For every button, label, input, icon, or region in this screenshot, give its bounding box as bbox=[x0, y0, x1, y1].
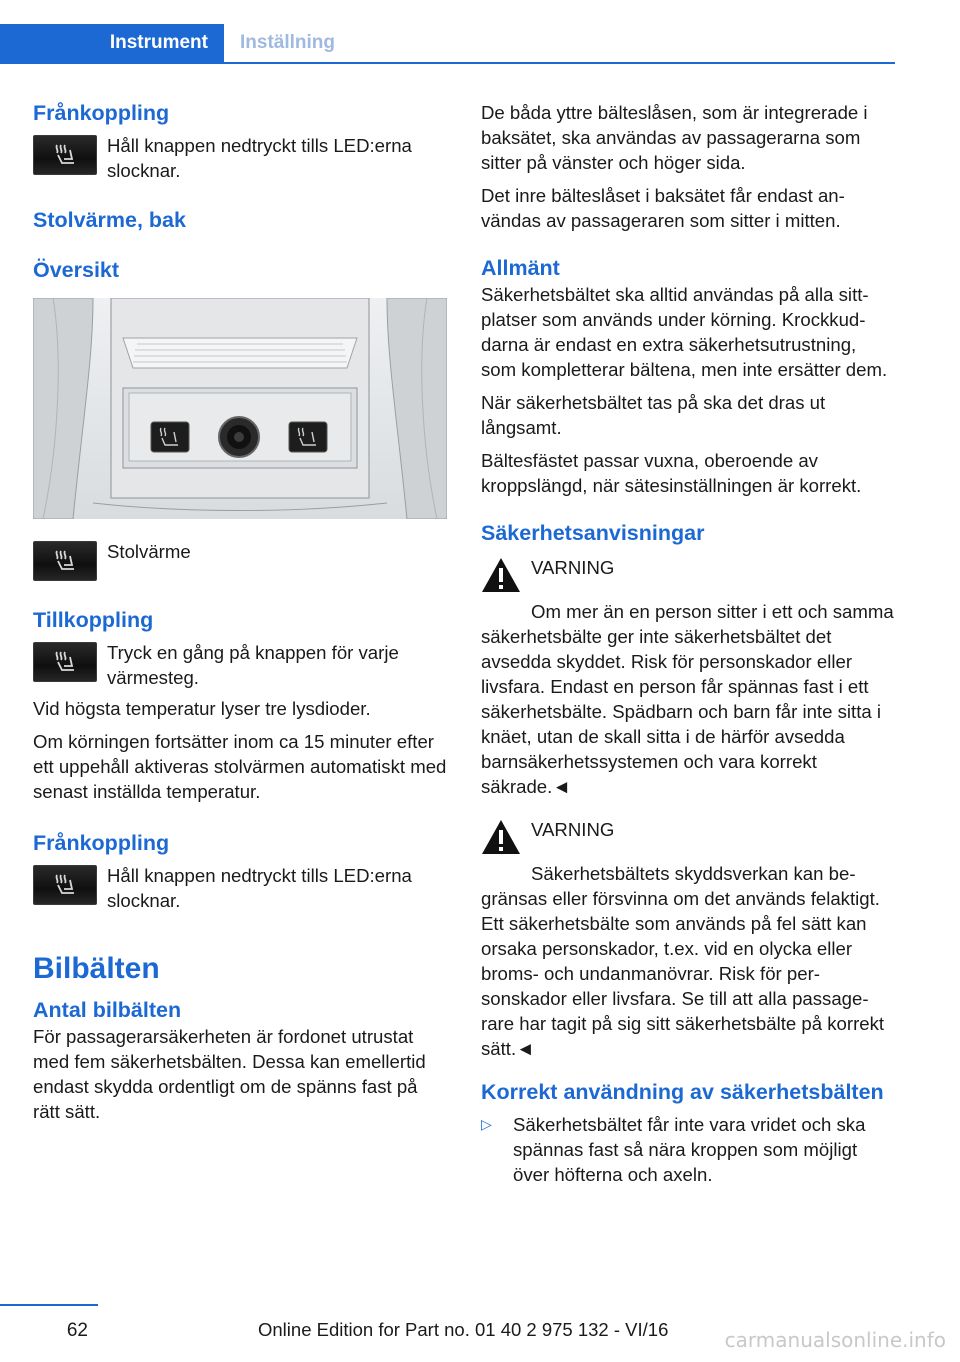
seat-heater-button-icon bbox=[33, 135, 97, 175]
warning-triangle-icon bbox=[481, 557, 521, 599]
paragraph: För passagerarsäkerheten är fordonet utrustat med fem säkerhetsbälten. Dessa kan emellertid endast skydda ordentligt om de spänns fast på rätt sätt. bbox=[33, 1026, 426, 1122]
triangle-bullet-icon: ▷ bbox=[481, 1116, 492, 1132]
stolvarme-legend bbox=[33, 539, 447, 581]
seat-heater-button-icon bbox=[33, 865, 97, 905]
section-heading-stolvarme-bak: Stolvärme, bak bbox=[33, 208, 186, 232]
warning-block bbox=[481, 555, 895, 799]
sakerhetsanvisningar-heading: Säkerhetsanvisningar bbox=[481, 521, 705, 545]
warning-label: VARNING bbox=[531, 819, 615, 840]
allmant-heading: Allmänt bbox=[481, 256, 560, 280]
seat-heater-button-icon bbox=[33, 642, 97, 682]
oversikt-heading: Översikt bbox=[33, 258, 120, 282]
warning-text: Säkerhetsbältets skyddsverkan kan begränsas eller försvinna om det används felaktigt. Ett säkerhetsbälte som används på fel sätt kan orsaka personskador, t.ex. vid en olycka eller broms- och undanmanövrar. Risk för personskador eller livsfara. Se till att alla passagerare har tagit på sig sitt säkerhetsbälte på korrekt sätt.◄ bbox=[481, 863, 885, 1059]
tillkoppling-instruction bbox=[33, 640, 447, 690]
seat-heater-button-icon bbox=[33, 541, 97, 581]
tillkoppling-heading: Tillkoppling bbox=[33, 608, 154, 632]
frankoppling-heading: Frånkoppling bbox=[33, 831, 170, 855]
chapter-heading-bilbalten: Bilbälten bbox=[33, 952, 160, 985]
footer-accent-line bbox=[0, 1304, 98, 1306]
footer-edition: Online Edition for Part no. 01 40 2 975 132 - VI/16 bbox=[258, 1319, 669, 1340]
watermark: carmanualsonline.info bbox=[724, 1328, 946, 1352]
frankoppling-text: Håll knappen nedtryckt tills LED:erna slocknar. bbox=[107, 865, 412, 911]
left-column bbox=[33, 100, 447, 1132]
tab-instrument[interactable]: Instrument bbox=[0, 24, 224, 62]
warning-text: Om mer än en person sitter i ett och samma säkerhetsbälte ger inte säkerhetsbältet det avsedda skyddet. Risk för personskador eller livsfara. Endast en person får spännas fast i ett säkerhetsbälte. Spädbarn och barn får inte sitta i knäet, utan de skall sitta i de härför avsedda barnsäkerhetssystemen och vara korrekt säkrade.◄ bbox=[481, 601, 894, 797]
warning-label: VARNING bbox=[531, 557, 615, 578]
paragraph: När säkerhetsbältet tas på ska det dras ut långsamt. bbox=[481, 392, 826, 438]
paragraph: Vid högsta temperatur lyser tre lysdioder. bbox=[33, 698, 371, 719]
right-column bbox=[481, 100, 895, 1187]
tab-installning[interactable]: Inställning bbox=[224, 24, 424, 62]
frankoppling-heading: Frånkoppling bbox=[33, 101, 170, 125]
frankoppling-instruction bbox=[33, 863, 447, 913]
warning-triangle-icon bbox=[481, 819, 521, 861]
chapter-tab-bar bbox=[0, 24, 895, 64]
warning-block bbox=[481, 817, 895, 1061]
list-item-text: Säkerhetsbältet får inte vara vridet och ska spännas fast så nära kroppen som möjligt över höfterna och axeln. bbox=[513, 1114, 866, 1185]
frankoppling-instruction bbox=[33, 133, 447, 183]
antal-bilbalten-heading: Antal bilbälten bbox=[33, 998, 182, 1022]
korrekt-anvandning-heading: Korrekt användning av säkerhetsbälten bbox=[481, 1080, 884, 1104]
paragraph: Bältesfästet passar vuxna, oberoende av kroppslängd, när sätesinställningen är korrekt. bbox=[481, 450, 862, 496]
frankoppling-text: Håll knappen nedtryckt tills LED:erna slocknar. bbox=[107, 135, 412, 181]
page-number: 62 bbox=[66, 1320, 88, 1341]
paragraph: Om körningen fortsätter inom ca 15 minuter efter ett uppehåll aktiveras stolvärmen automatiskt med senast inställda temperatur. bbox=[33, 731, 447, 802]
tillkoppling-text: Tryck en gång på knappen för varje värmesteg. bbox=[107, 642, 399, 688]
stolvarme-label: Stolvärme bbox=[107, 541, 191, 562]
paragraph: De båda yttre bälteslåsen, som är integrerade i baksätet, ska användas av passagerarna som sitter på vänster och höger sida. bbox=[481, 102, 868, 173]
rear-seat-heater-illustration bbox=[33, 298, 447, 519]
list-item bbox=[481, 1112, 895, 1187]
paragraph: Det inre bälteslåset i baksätet får endast användas av passageraren som sitter i mitten. bbox=[481, 185, 845, 231]
paragraph: Säkerhetsbältet ska alltid användas på alla sittplatser som används under körning. Krockkuddarna är endast en extra säkerhetsutrustning, som kompletterar bältena, men inte ersätter dem. bbox=[481, 284, 888, 380]
